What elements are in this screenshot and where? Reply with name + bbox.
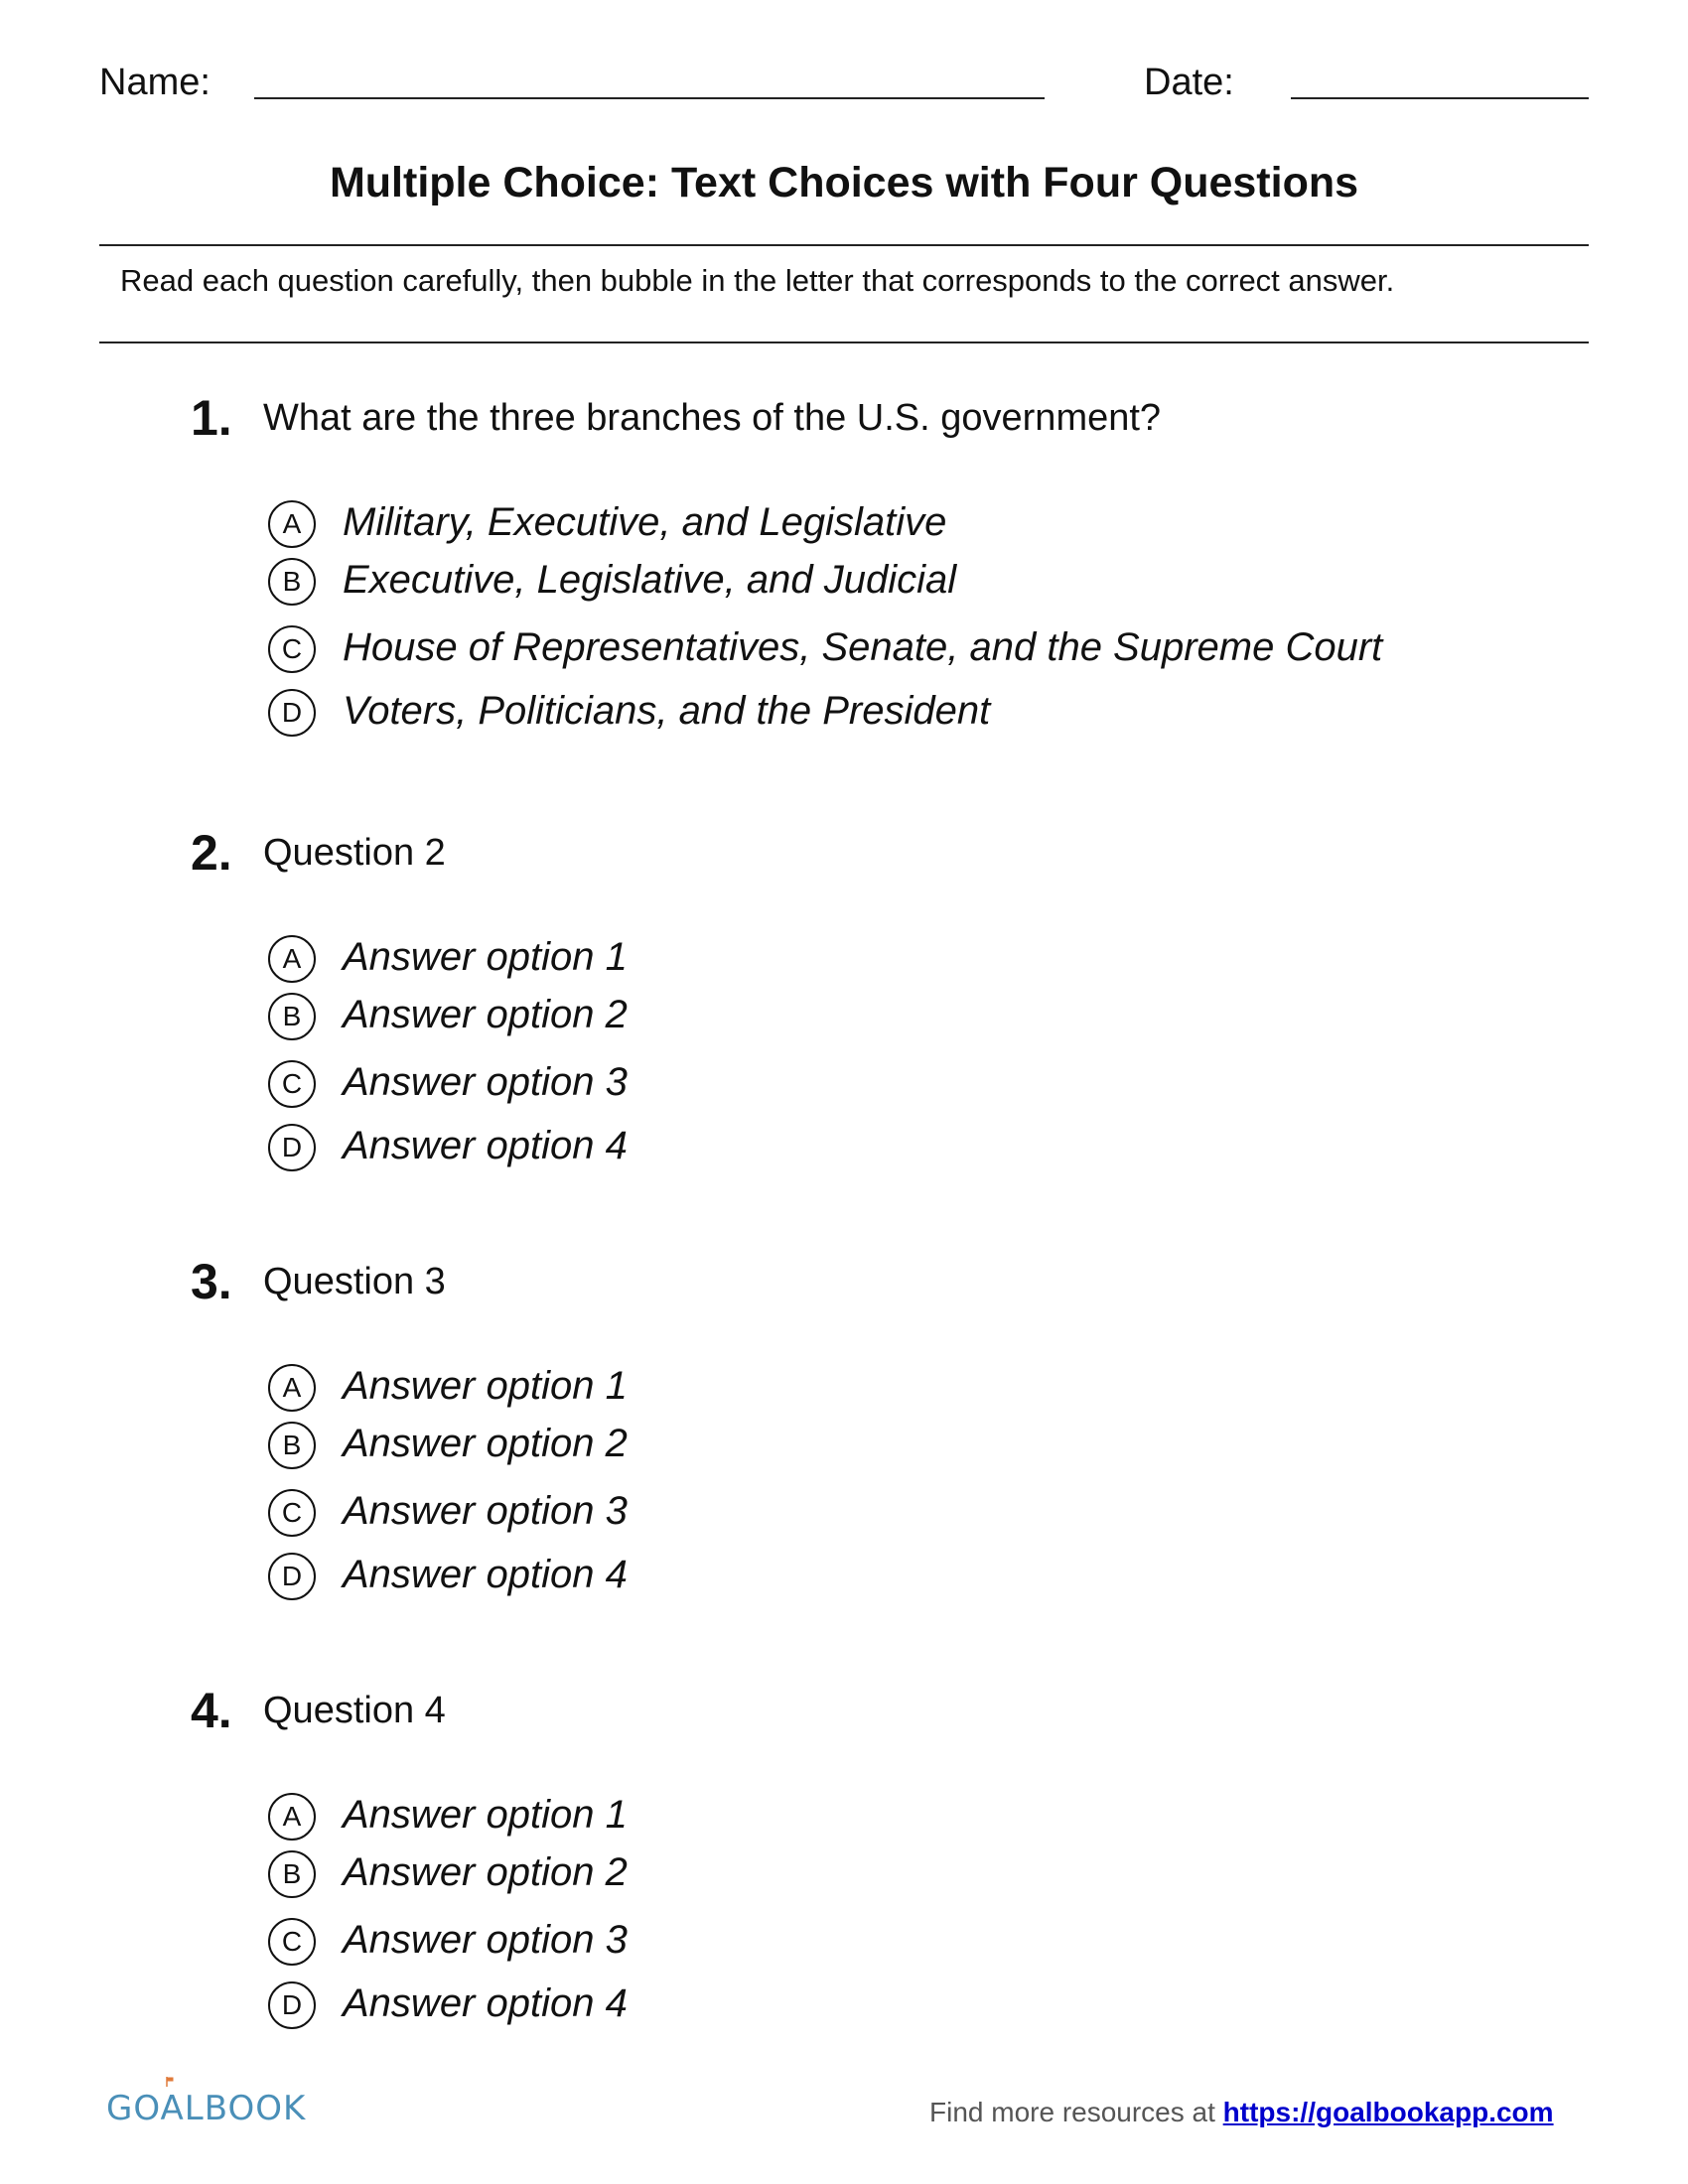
option-text: Answer option 3 xyxy=(343,1489,628,1533)
option-text: Answer option 2 xyxy=(343,1422,628,1465)
answer-bubble[interactable]: B xyxy=(268,993,316,1040)
footer-text: Find more resources at xyxy=(929,2097,1223,2127)
answer-bubble[interactable]: A xyxy=(268,1364,316,1412)
option-text: Answer option 3 xyxy=(343,1060,628,1104)
answer-bubble[interactable]: D xyxy=(268,1124,316,1171)
question-4 xyxy=(0,1682,1688,2079)
divider-top xyxy=(99,244,1589,246)
answer-bubble[interactable]: C xyxy=(268,1489,316,1537)
question-text: What are the three branches of the U.S. government? xyxy=(263,397,1162,439)
question-3 xyxy=(0,1253,1688,1650)
answer-bubble[interactable]: B xyxy=(268,1422,316,1469)
option-text: Military, Executive, and Legislative xyxy=(343,500,947,544)
question-number: 2. xyxy=(191,825,232,881)
answer-bubble[interactable]: D xyxy=(268,1981,316,2029)
question-text: Question 4 xyxy=(263,1690,446,1731)
question-1 xyxy=(0,389,1688,786)
date-label: Date: xyxy=(1144,62,1234,103)
question-number: 4. xyxy=(191,1683,232,1738)
option-text: Answer option 2 xyxy=(343,1850,628,1894)
answer-bubble[interactable]: A xyxy=(268,1793,316,1841)
option-text: Answer option 4 xyxy=(343,1981,628,2025)
worksheet-title: Multiple Choice: Text Choices with Four Questions xyxy=(329,159,1359,206)
option-text: Answer option 4 xyxy=(343,1553,628,1596)
goalbook-logo xyxy=(106,2085,307,2130)
answer-bubble[interactable]: D xyxy=(268,1553,316,1600)
option-text: Voters, Politicians, and the President xyxy=(343,689,991,733)
answer-bubble[interactable]: A xyxy=(268,935,316,983)
goalbook-link[interactable]: https://goalbookapp.com xyxy=(1222,2097,1554,2127)
answer-bubble[interactable]: C xyxy=(268,1060,316,1108)
divider-bottom xyxy=(99,341,1589,343)
answer-bubble[interactable]: C xyxy=(268,1918,316,1966)
option-text: Answer option 2 xyxy=(343,993,628,1036)
question-number: 3. xyxy=(191,1254,232,1309)
answer-bubble[interactable]: A xyxy=(268,500,316,548)
option-text: Answer option 1 xyxy=(343,1364,628,1408)
name-line xyxy=(254,97,1045,99)
option-text: Answer option 1 xyxy=(343,935,628,979)
date-line xyxy=(1291,97,1589,99)
question-text: Question 2 xyxy=(263,832,446,874)
instructions: Read each question carefully, then bubble in the letter that corresponds to the correct answer. xyxy=(120,263,1395,298)
option-text: Answer option 4 xyxy=(343,1124,628,1167)
answer-bubble[interactable]: B xyxy=(268,558,316,606)
logo-text: GOALBOOK xyxy=(106,2089,307,2128)
option-text: House of Representatives, Senate, and the Supreme Court xyxy=(343,625,1383,669)
option-text: Executive, Legislative, and Judicial xyxy=(343,558,957,602)
answer-bubble[interactable]: B xyxy=(268,1850,316,1898)
footer-resources xyxy=(929,2097,1554,2128)
option-text: Answer option 3 xyxy=(343,1918,628,1962)
answer-bubble[interactable]: C xyxy=(268,625,316,673)
option-text: Answer option 1 xyxy=(343,1793,628,1837)
answer-bubble[interactable]: D xyxy=(268,689,316,737)
header-row xyxy=(0,62,1688,111)
name-label: Name: xyxy=(99,62,211,103)
question-2 xyxy=(0,824,1688,1221)
question-number: 1. xyxy=(191,390,232,446)
flag-icon xyxy=(166,2077,176,2087)
question-text: Question 3 xyxy=(263,1261,446,1302)
